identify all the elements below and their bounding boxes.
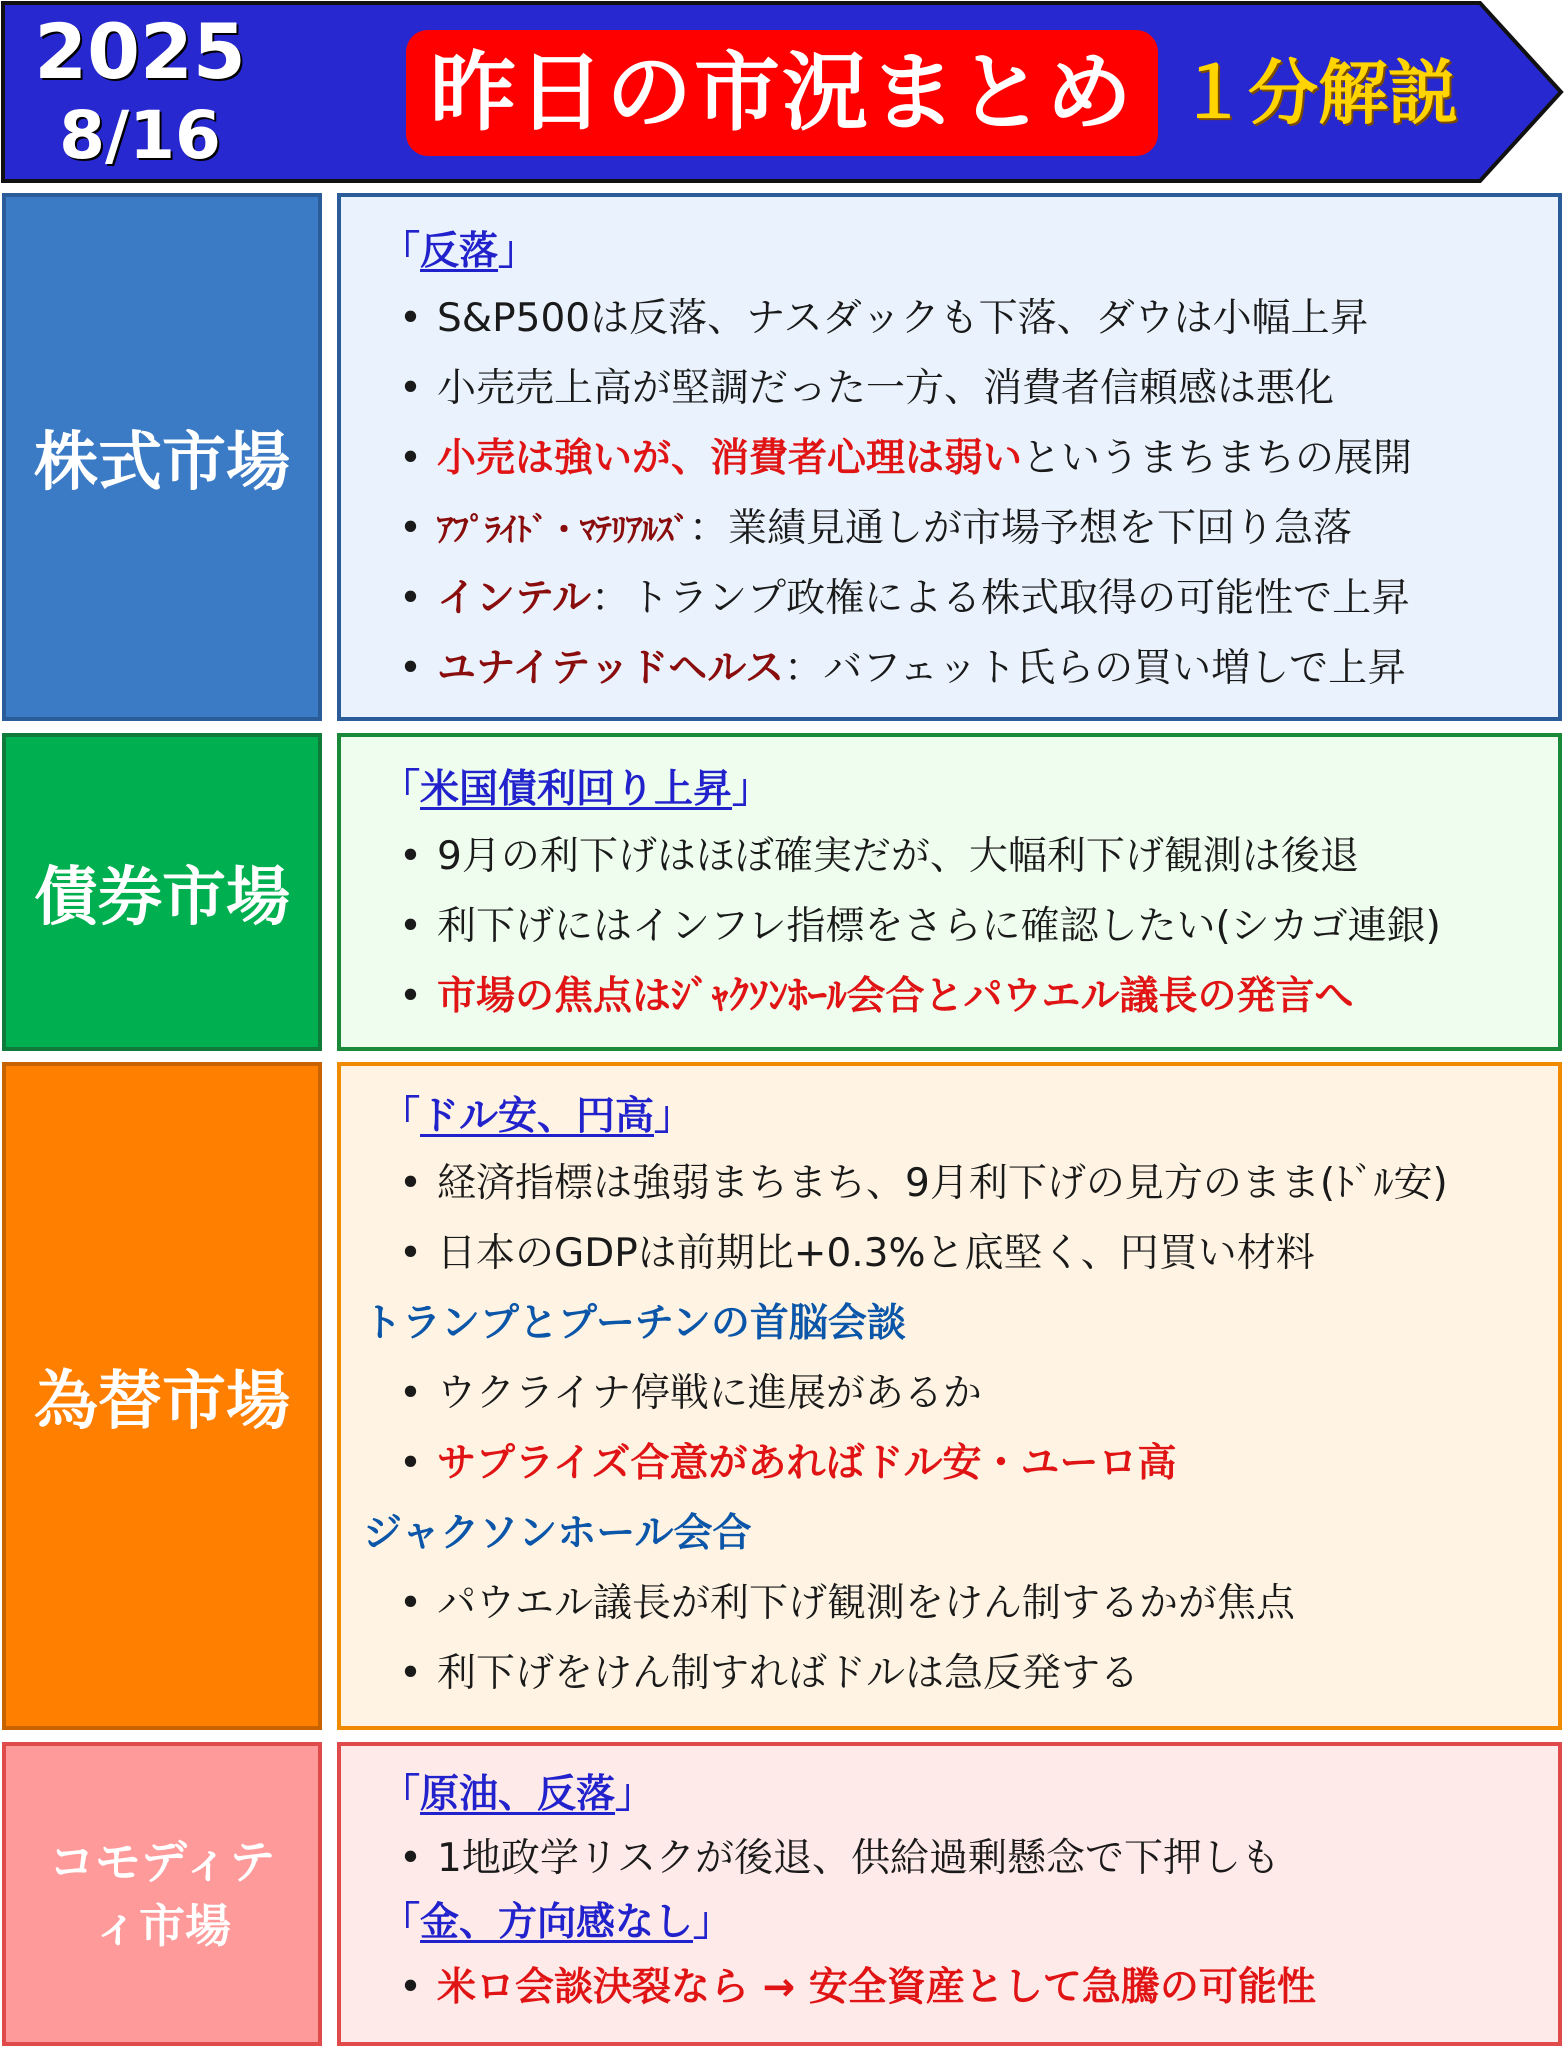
bond-heading: 「米国債利回り上昇」 — [381, 767, 772, 812]
commodity-heading-oil: 「原油、反落」 — [381, 1772, 655, 1817]
page-subtitle: １分解説 — [1178, 52, 1458, 134]
header-banner — [0, 0, 1564, 184]
list-item: • 小売は強いが、消費者心理は弱いというまちまちの展開 — [399, 436, 1413, 481]
fx-subheading-summit: トランプとプーチンの首脳会談 — [363, 1301, 906, 1346]
list-item: • 1地政学リスクが後退、供給過剰懸念で下押しも — [399, 1836, 1281, 1881]
section-label-stock-text: 株式市場 — [34, 426, 290, 500]
fx-subheading-jackson-hole: ジャクソンホール会合 — [363, 1511, 752, 1556]
stock-heading: 「反落」 — [381, 229, 538, 274]
section-label-commodity-line2: ィ市場 — [93, 1899, 231, 1953]
section-label-bond-text: 債券市場 — [34, 861, 290, 935]
list-item: • 小売売上高が堅調だった一方、消費者信頼感は悪化 — [399, 366, 1335, 411]
fx-heading: 「ドル安、円高」 — [381, 1094, 694, 1139]
list-item: • 利下げにはインフレ指標をさらに確認したい(シカゴ連銀) — [399, 904, 1441, 949]
section-label-commodity — [2, 1742, 322, 2046]
list-item: • 9月の利下げはほぼ確実だが、大幅利下げ観測は後退 — [399, 834, 1359, 879]
list-item: • 市場の焦点はｼﾞｬｸｿﾝﾎｰﾙ会合とパウエル議長の発言へ — [399, 974, 1354, 1019]
section-content-fx — [337, 1062, 1562, 1730]
list-item: • インテル：トランプ政権による株式取得の可能性で上昇 — [399, 576, 1411, 621]
section-label-fx — [2, 1062, 322, 1730]
section-content-commodity — [337, 1742, 1562, 2046]
header-year: 2025 — [34, 7, 246, 96]
list-item: • ｱﾌﾟﾗｲﾄﾞ・ﾏﾃﾘｱﾙｽﾞ：業績見通しが市場予想を下回り急落 — [399, 506, 1353, 551]
section-label-bond — [2, 733, 322, 1051]
section-content-stock — [337, 193, 1562, 721]
list-item: • ウクライナ停戦に進展があるか — [399, 1371, 982, 1416]
section-content-bond — [337, 733, 1562, 1051]
list-item: • S&P500は反落、ナスダックも下落、ダウは小幅上昇 — [399, 296, 1369, 341]
list-item: • ユナイテッドヘルス：バフェット氏らの買い増しで上昇 — [399, 646, 1407, 691]
header-date: 8/16 — [59, 97, 221, 174]
section-label-fx-text: 為替市場 — [34, 1365, 290, 1439]
page-title: 昨日の市況まとめ — [406, 30, 1158, 156]
commodity-heading-gold: 「金、方向感なし」 — [381, 1900, 733, 1945]
list-item: • 利下げをけん制すればドルは急反発する — [399, 1651, 1140, 1696]
section-label-stock — [2, 193, 322, 721]
list-item: • パウエル議長が利下げ観測をけん制するかが焦点 — [399, 1581, 1296, 1626]
list-item: • 日本のGDPは前期比+0.3%と底堅く、円買い材料 — [399, 1231, 1315, 1276]
list-item: • サプライズ合意があればドル安・ユーロ高 — [399, 1441, 1177, 1486]
section-label-commodity-line1: コモディテ — [48, 1835, 276, 1889]
list-item: • 経済指標は強弱まちまち、9月利下げの見方のまま(ﾄﾞﾙ安) — [399, 1161, 1448, 1206]
list-item: • 米ロ会談決裂なら → 安全資産として急騰の可能性 — [399, 1965, 1316, 2010]
